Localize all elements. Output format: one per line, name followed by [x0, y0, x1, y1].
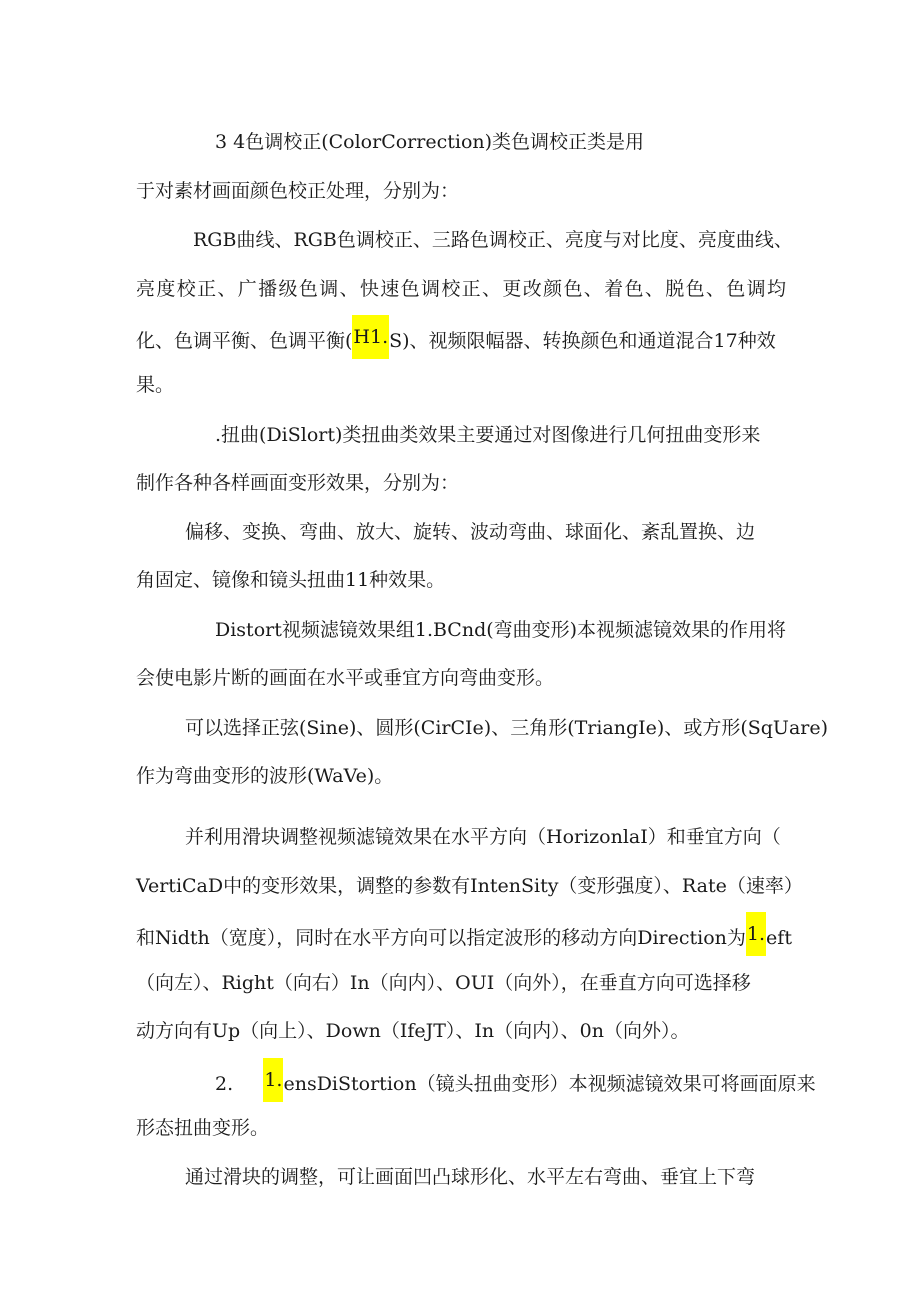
line-text: 化、色调平衡、色调平衡(	[136, 330, 353, 352]
line-text: ensDiStortion（镜头扭曲变形）本视频滤镜效果可将画面原来	[283, 1073, 816, 1095]
paragraph-line: 会使电影片断的画面在水平或垂宜方向弯曲变形。	[136, 667, 555, 689]
paragraph-line: （向左）、Right（向右）In（向内）、OUI（向外），在垂直方向可选择移	[136, 972, 751, 994]
line-text: 2.	[215, 1073, 264, 1095]
paragraph-line: .扭曲(DiSlort)类扭曲类效果主要通过对图像进行几何扭曲变形来	[215, 424, 761, 446]
paragraph-line: Distort视频滤镜效果组1.BCnd(弯曲变形)本视频滤镜效果的作用将	[215, 619, 787, 641]
paragraph-line: 偏移、变换、弯曲、放大、旋转、波动弯曲、球面化、紊乱置换、边	[185, 521, 756, 543]
highlighted-text: 1.	[263, 1058, 283, 1102]
line-text: S)、视频限幅器、转换颜色和通道混合17种效	[389, 330, 776, 352]
paragraph-line: 亮度校正、广播级色调、快速色调校正、更改颜色、着色、脱色、色调均	[136, 278, 786, 300]
paragraph-line: RGB曲线、RGB色调校正、三路色调校正、亮度与对比度、亮度曲线、	[193, 229, 793, 251]
paragraph-line	[136, 922, 792, 956]
line-text: eft	[766, 927, 792, 949]
paragraph-line: 于对素材画面颜色校正处理，分别为：	[136, 180, 460, 202]
paragraph-line: 可以选择正弦(Sine)、圆形(CirCIe)、三角形(TriangIe)、或方形(SqUare)	[185, 717, 829, 739]
paragraph-line: 动方向有Up（向上）、Down（IfeJT）、In（向内）、0n（向外）。	[136, 1020, 690, 1042]
paragraph-line: VertiCaD中的变形效果，调整的参数有IntenSity（变形强度）、Rate（速率）	[136, 875, 803, 897]
highlighted-text: 1.	[746, 912, 766, 956]
paragraph-line: 并利用滑块调整视频滤镜效果在水平方向（HorizonlaI）和垂宜方向（	[185, 826, 781, 848]
paragraph-line: 作为弯曲变形的波形(WaVe)。	[136, 765, 394, 787]
paragraph-line	[136, 325, 776, 359]
paragraph-line: 形态扭曲变形。	[136, 1117, 270, 1139]
highlighted-text: H1.	[352, 315, 389, 359]
paragraph-line: 3 4色调校正(ColorCorrection)类色调校正类是用	[215, 131, 645, 153]
paragraph-line: 角固定、镜像和镜头扭曲11种效果。	[136, 569, 446, 591]
paragraph-line: 通过滑块的调整，可让画面凹凸球形化、水平左右弯曲、垂宜上下弯	[185, 1166, 756, 1188]
paragraph-line: 果。	[136, 374, 175, 396]
paragraph-line	[215, 1068, 816, 1102]
paragraph-line: 制作各种各样画面变形效果，分别为：	[136, 472, 460, 494]
line-text: 和Nidth（宽度），同时在水平方向可以指定波形的移动方向Direction为	[136, 927, 746, 949]
